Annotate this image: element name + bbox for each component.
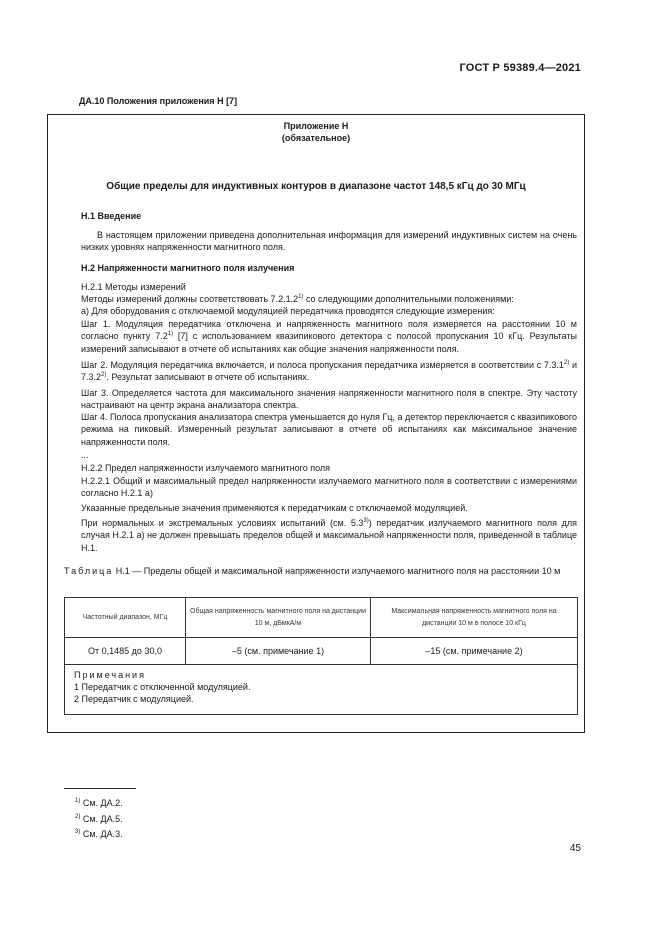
h1-text: В настоящем приложении приведена дополнительная информация для измерений индуктивных систем на очень низких уровнях напряженности магнитного поля. (81, 230, 577, 253)
page-number: 45 (569, 843, 581, 854)
footnote: $^{1)}$ См. ДА.2. (75, 798, 123, 808)
h221-paragraph: H.2.2.1 Общий и максимальный предел напряженности излучаемого магнитного поля в соответствии с измерениями согласно H.2.1 а) (81, 476, 577, 499)
methods-paragraph: Методы измерений должны соответствовать 7.2.1.2$^{1)}$ со следующими дополнительными положениями: (81, 294, 514, 304)
note-item: 2 Передатчик с модуляцией. (74, 694, 194, 704)
table-notes (64, 663, 578, 715)
footnote-divider (64, 788, 136, 789)
note-item: 1 Передатчик с отключенной модуляцией. (74, 682, 251, 692)
annex-heading: Общие пределы для индуктивных контуров в диапазоне частот 148,5 кГц до 30 МГц (106, 181, 526, 192)
annex-title: Приложение H (283, 121, 349, 131)
table-caption: Таблица H.1 — Пределы общей и максимальной напряженности излучаемого магнитного поля на расстоянии 10 м (64, 566, 561, 576)
step2-paragraph: Шаг 2. Модуляция передатчика включается, и полоса пропускания передатчика измеряется в соответствии с 7.3.1$^{2)}$ и 7.3.2$^{2)}$. Результат записывают в отчете об испытаниях. (81, 360, 578, 383)
table-header-cell: Максимальная напряженность магнитного поля на дистанции 10 м в полосе 10 кГц (371, 598, 578, 638)
footnote: $^{2)}$ См. ДА.5. (75, 814, 123, 824)
step4-paragraph: Шаг 4. Полоса пропускания анализатора спектра уменьшается до нуля Гц, а детектор переключается с квазипикового режима на пиковый. Измеренный результат записывают в отчете об испытаниях как максимальное значение напряженности поля. (81, 412, 577, 447)
option-a-paragraph: а) Для оборудования с отключаемой модуляцией передатчика проводятся следующие измерения: (81, 306, 495, 316)
annex-status: (обязательное) (281, 133, 351, 143)
h1-heading: H.1 Введение (81, 211, 142, 221)
notes-label: Примечания (74, 670, 146, 680)
footnote: $^{3)}$ См. ДА.3. (75, 829, 123, 839)
section-title: ДА.10 Положения приложения H [7] (79, 96, 238, 106)
limits-table (64, 597, 578, 665)
h2-heading: H.2 Напряженности магнитного поля излучения (81, 263, 295, 273)
table-header-row (65, 598, 578, 638)
table-row (65, 638, 578, 665)
table-header-cell: Общая напряженность магнитного поля на дистанции 10 м, дБмкА/м (186, 598, 371, 638)
step1-paragraph: Шаг 1. Модуляция передатчика отключена и напряженность магнитного поля измеряется на расстоянии 10 м согласно пункту 7.2$^{1)}$ [7] с использованием квазипикового детектора с полосой пропускания 10 кГц. Результаты измерений записывают в отчете об испытаниях как общие значения напряженности поля. (81, 319, 577, 354)
h21-heading: H.2.1 Методы измерений (81, 282, 186, 292)
h22-heading: H.2.2 Предел напряженности излучаемого магнитного поля (81, 463, 331, 473)
ellipsis: ... (81, 450, 89, 460)
conditions-paragraph: При нормальных и экстремальных условиях испытаний (см. 5.3$^{3)}$) передатчик излучаемого магнитного поля для случая H.2.1 а) не должен превышать пределов общей и максимальной напряженности поля, приведенной в таблице H.1. (81, 518, 577, 553)
standard-number: ГОСТ Р 59389.4—2021 (459, 62, 581, 74)
table-header-cell: Частотный диапазон, МГц (65, 598, 186, 638)
table-cell: От 0,1485 до 30,0 (65, 638, 186, 665)
table-cell: –5 (см. примечание 1) (186, 638, 371, 665)
table-cell: –15 (см. примечание 2) (371, 638, 578, 665)
step3-paragraph: Шаг 3. Определяется частота для максимального значения напряженности магнитного поля в спектре. Эту частоту настраивают на центр экрана анализатора спектра. (81, 388, 577, 411)
limits-paragraph: Указанные предельные значения применяются к передатчикам с отключаемой модуляцией. (81, 503, 468, 513)
